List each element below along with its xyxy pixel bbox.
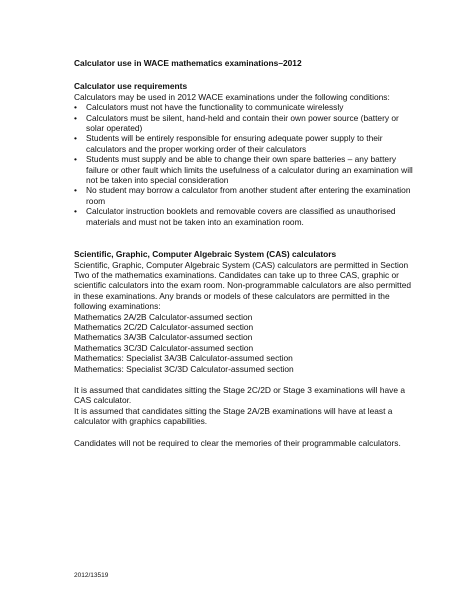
assumption-stage-2c-3: It is assumed that candidates sitting the Stage 2C/2D or Stage 3 examinations will have a CAS calculator. xyxy=(74,384,405,406)
list-item xyxy=(74,102,414,112)
exam-line: Mathematics 3A/3B Calculator-assumed section xyxy=(74,332,253,343)
list-item-text: Students will be entirely responsible for ensuring adequate power supply to their calculators and the proper working order of their calculators xyxy=(86,133,383,154)
bullet-icon: • xyxy=(74,112,77,123)
bullet-icon: • xyxy=(74,133,77,144)
exam-line: Mathematics 2A/2B Calculator-assumed section xyxy=(74,311,253,322)
memory-note: Candidates will not be required to clear the memories of their programmable calculators. xyxy=(74,437,401,448)
list-item xyxy=(74,133,414,154)
requirements-intro: Calculators may be used in 2012 WACE examinations under the following conditions: xyxy=(74,91,390,102)
list-item xyxy=(74,185,414,206)
list-item xyxy=(74,113,414,134)
requirements-heading: Calculator use requirements xyxy=(74,81,188,92)
requirements-list xyxy=(74,102,414,227)
bullet-icon: • xyxy=(74,154,77,165)
assumption-stage-2a: It is assumed that candidates sitting the Stage 2A/2B examinations will have at least a calculator with graphics capabilities. xyxy=(74,405,393,427)
cas-heading: Scientific, Graphic, Computer Algebraic System (CAS) calculators xyxy=(74,249,337,260)
bullet-icon: • xyxy=(74,185,77,196)
exam-line: Mathematics: Specialist 3C/3D Calculator-assumed section xyxy=(74,363,294,374)
document-reference-code: 2012/13519 xyxy=(74,572,109,579)
bullet-icon: • xyxy=(74,206,77,217)
list-item-text: Calculator instruction booklets and removable covers are classified as unauthorised materials and must not be taken into an examination room. xyxy=(86,206,396,227)
list-item-text: Calculators must not have the functionality to communicate wirelessly xyxy=(86,102,344,113)
exam-line: Mathematics 3C/3D Calculator-assumed section xyxy=(74,342,254,353)
bullet-icon: • xyxy=(74,102,77,113)
list-item-text: Students must supply and be able to change their own spare batteries – any battery failure or other fault which limits the usefulness of a calculator during an examination will not be taken into special consideration xyxy=(86,154,413,186)
exam-line: Mathematics: Specialist 3A/3B Calculator-assumed section xyxy=(74,353,293,364)
exam-line: Mathematics 2C/2D Calculator-assumed section xyxy=(74,321,254,332)
list-item-text: Calculators must be silent, hand-held and contain their own power source (battery or solar operated) xyxy=(86,112,399,134)
list-item xyxy=(74,154,414,185)
document-title: Calculator use in WACE mathematics examinations–2012 xyxy=(74,58,302,68)
list-item-text: No student may borrow a calculator from another student after entering the examination room xyxy=(86,185,411,206)
cas-paragraph: Scientific, Graphic, Computer Algebraic System (CAS) calculators are permitted in Section Two of the mathematics examinations. Candidates can take up to three CAS, graphic or scientific calculators into the exam room. Non-programmable calculators are also permitted in these examinations. Any brands or models of these calculators are permitted in the following examinations: xyxy=(74,259,412,312)
list-item xyxy=(74,206,414,227)
document-body xyxy=(74,58,414,448)
